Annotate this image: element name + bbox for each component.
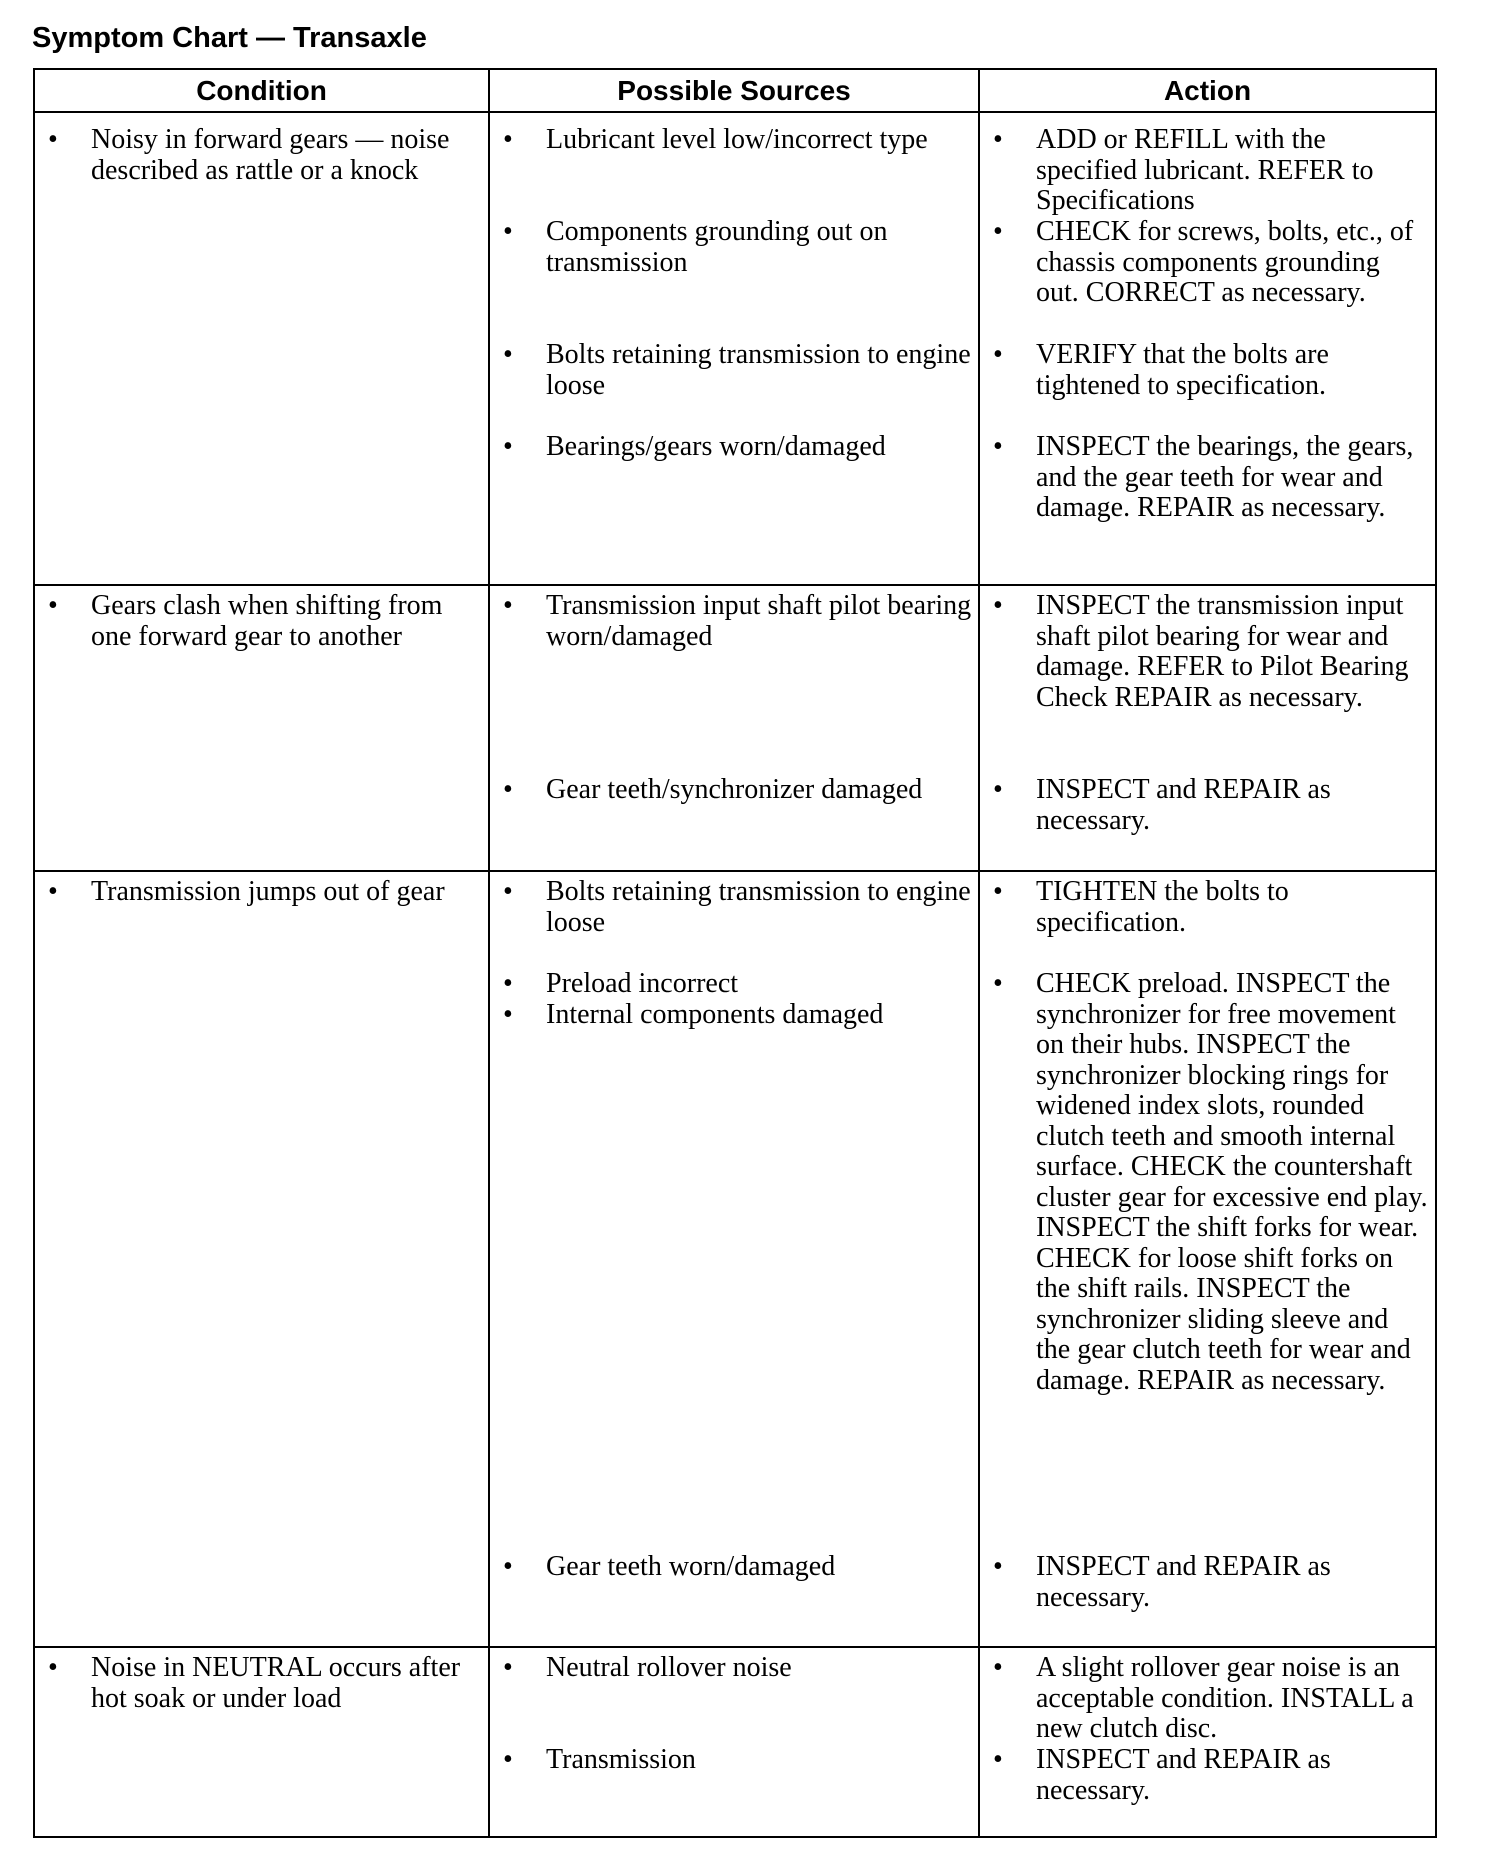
source-item: • Neutral rollover noise <box>503 1652 792 1683</box>
sources-cell <box>489 1647 979 1837</box>
action-item: • ADD or REFILL with the specified lubricant. REFER to Specifications <box>993 124 1374 216</box>
bullet: • <box>503 339 513 370</box>
bullet: • <box>993 124 1003 155</box>
bullet: • <box>993 876 1003 907</box>
action-cell <box>979 585 1436 871</box>
bullet: • <box>503 124 513 155</box>
source-item: • Bolts retaining transmission to engine loose <box>503 876 971 938</box>
bullet: • <box>48 590 58 621</box>
condition-cell <box>34 112 489 585</box>
bullet: • <box>993 216 1003 247</box>
bullet: • <box>993 1652 1003 1683</box>
header-action: Action <box>979 69 1436 112</box>
action-item: • CHECK preload. INSPECT the synchronizer for free movement on their hubs. INSPECT the synchronizer blocking rings for widened index slots, rounded clutch teeth and smooth internal surface. CHECK the countershaft cluster gear for excessive end play. INSPECT the shift forks for wear. CHECK for loose shift forks on the shift rails. INSPECT the synchronizer sliding sleeve and the gear clutch teeth for wear and damage. REPAIR as necessary. <box>993 968 1428 1396</box>
action-item: • INSPECT and REPAIR as necessary. <box>993 1551 1331 1613</box>
bullet: • <box>503 216 513 247</box>
sources-cell <box>489 112 979 585</box>
source-item: • Gear teeth/synchronizer damaged <box>503 774 923 805</box>
condition-cell <box>34 1647 489 1837</box>
action-item: • INSPECT and REPAIR as necessary. <box>993 774 1331 836</box>
bullet: • <box>503 1652 513 1683</box>
table-row <box>34 871 1436 1647</box>
action-cell <box>979 1647 1436 1837</box>
condition-item: • Transmission jumps out of gear <box>48 876 445 907</box>
bullet: • <box>503 590 513 621</box>
bullet: • <box>993 431 1003 462</box>
condition-item: • Noisy in forward gears — noise described as rattle or a knock <box>48 124 450 186</box>
bullet: • <box>48 876 58 907</box>
table-row <box>34 112 1436 585</box>
header-possible-sources: Possible Sources <box>489 69 979 112</box>
action-cell <box>979 871 1436 1647</box>
bullet: • <box>503 876 513 907</box>
bullet: • <box>993 590 1003 621</box>
symptom-chart-table <box>33 68 1437 1838</box>
condition-cell <box>34 871 489 1647</box>
source-item: • Bolts retaining transmission to engine loose <box>503 339 971 401</box>
source-item: • Transmission input shaft pilot bearing worn/damaged <box>503 590 972 652</box>
action-item: • INSPECT the bearings, the gears, and the gear teeth for wear and damage. REPAIR as necessary. <box>993 431 1414 523</box>
bullet: • <box>503 774 513 805</box>
source-item: • Internal components damaged <box>503 999 884 1030</box>
source-item: • Lubricant level low/incorrect type <box>503 124 928 155</box>
bullet: • <box>993 968 1003 999</box>
bullet: • <box>48 1652 58 1683</box>
bullet: • <box>993 1551 1003 1582</box>
sources-cell <box>489 871 979 1647</box>
bullet: • <box>503 999 513 1030</box>
bullet: • <box>993 774 1003 805</box>
source-item: • Transmission <box>503 1744 696 1775</box>
bullet: • <box>503 1551 513 1582</box>
action-item: • CHECK for screws, bolts, etc., of chassis components grounding out. CORRECT as necessary. <box>993 216 1414 308</box>
bullet: • <box>993 1744 1003 1775</box>
page-title: Symptom Chart — Transaxle <box>32 22 427 54</box>
sources-cell <box>489 585 979 871</box>
table-row <box>34 585 1436 871</box>
action-item: • INSPECT the transmission input shaft pilot bearing for wear and damage. REFER to Pilot Bearing Check REPAIR as necessary. <box>993 590 1409 713</box>
action-cell <box>979 112 1436 585</box>
source-item: • Preload incorrect <box>503 968 739 999</box>
condition-cell <box>34 585 489 871</box>
action-item: • VERIFY that the bolts are tightened to specification. <box>993 339 1329 401</box>
table-header-row <box>34 69 1436 112</box>
condition-item: • Gears clash when shifting from one forward gear to another <box>48 590 443 652</box>
bullet: • <box>503 431 513 462</box>
bullet: • <box>503 1744 513 1775</box>
bullet: • <box>503 968 513 999</box>
action-item: • INSPECT and REPAIR as necessary. <box>993 1744 1331 1806</box>
action-item: • A slight rollover gear noise is an acceptable condition. INSTALL a new clutch disc. <box>993 1652 1414 1744</box>
source-item: • Gear teeth worn/damaged <box>503 1551 836 1582</box>
header-condition: Condition <box>34 69 489 112</box>
action-item: • TIGHTEN the bolts to specification. <box>993 876 1289 938</box>
condition-item: • Noise in NEUTRAL occurs after hot soak or under load <box>48 1652 461 1714</box>
source-item: • Components grounding out on transmission <box>503 216 888 278</box>
table-row <box>34 1647 1436 1837</box>
bullet: • <box>993 339 1003 370</box>
source-item: • Bearings/gears worn/damaged <box>503 431 886 462</box>
bullet: • <box>48 124 58 155</box>
